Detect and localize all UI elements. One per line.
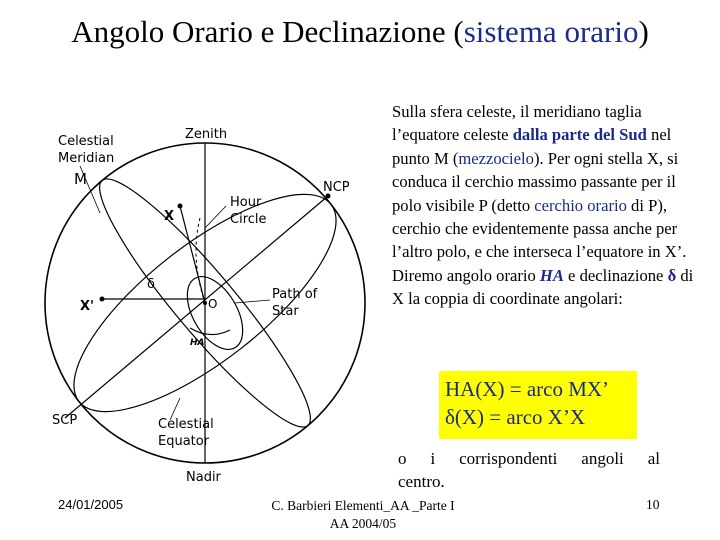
label-hour-circle-1: Hour: [230, 195, 262, 210]
point-x-prime: [100, 297, 105, 302]
footer-center-line-1: C. Barbieri Elementi_AA _Parte I: [271, 498, 455, 513]
label-celestial-equator-2: Equator: [158, 434, 210, 449]
star-path-ellipse: [176, 267, 254, 358]
para-highlight-delta: δ: [667, 265, 677, 285]
explanation-paragraph: [392, 100, 704, 311]
point-o: [203, 301, 207, 305]
point-x: [178, 204, 183, 209]
footer-center-line-2: AA 2004/05: [329, 516, 397, 531]
label-ncp: NCP: [323, 180, 350, 195]
label-path-of-star-1: Path of: [272, 287, 318, 302]
para-text-1: Sulla sfera celeste, il meridiano taglia l’equatore celeste: [392, 102, 642, 145]
para-text-9: e declinazione: [563, 265, 668, 285]
star-vector-line: [180, 206, 205, 303]
label-scp: SCP: [52, 413, 78, 428]
celestial-sphere-diagram: [40, 118, 370, 496]
hour-angle-arc: [190, 328, 230, 335]
label-hour-circle-2: Circle: [230, 212, 267, 227]
label-celestial-meridian-2: Meridian: [58, 151, 115, 166]
hour-circle-pointer: [205, 206, 226, 228]
note-line-1: o i corrispondenti angoli al: [398, 449, 660, 468]
label-zenith: Zenith: [185, 127, 228, 142]
label-m: M: [74, 170, 87, 188]
title-main: Angolo Orario e Declinazione (: [71, 14, 464, 49]
para-highlight-mezzocielo: mezzocielo: [458, 148, 534, 168]
hour-circle-dashed: [196, 218, 205, 303]
para-text-11: di X la coppia di coordinate angolari:: [392, 265, 694, 309]
footer-date: 24/01/2005: [58, 497, 124, 512]
label-o: O: [208, 297, 218, 311]
formula-line-2: δ(X) = arco X’X: [445, 405, 586, 429]
para-text-5: ). Per ogni stella X, si conduca il cerchio massimo passante per il polo visibile P (detto: [392, 148, 679, 215]
path-pointer: [235, 300, 270, 303]
note-text: [398, 447, 660, 493]
para-highlight-south: dalla parte del Sud: [512, 125, 647, 145]
label-x: X: [164, 209, 175, 224]
footer-center: [260, 497, 466, 533]
label-nadir: Nadir: [186, 470, 221, 485]
label-path-of-star-2: Star: [272, 304, 299, 319]
label-x-prime: X': [80, 299, 95, 314]
para-text-3: nel punto M (: [392, 125, 672, 168]
note-line-2: centro.: [398, 472, 445, 491]
formula-line-1: HA(X) = arco MX’: [445, 377, 610, 401]
formula-box: [439, 371, 637, 439]
footer-page-number: 10: [646, 497, 660, 512]
label-ha: HA: [190, 338, 205, 348]
label-celestial-meridian-1: Celestial: [58, 134, 114, 149]
para-highlight-ha: HA: [539, 265, 564, 285]
label-delta: δ: [147, 277, 155, 292]
title-highlight: sistema orario: [463, 14, 639, 49]
para-text-7: di P), cerchio che evidentemente passa anche per l’altro polo, e che interseca l’equatore in X’. Diremo angolo orario: [392, 195, 687, 285]
slide-title: [0, 14, 720, 50]
label-celestial-equator-1: Celestial: [158, 417, 214, 432]
title-end: ): [638, 14, 649, 49]
para-highlight-hour-circle: cerchio orario: [534, 195, 627, 215]
